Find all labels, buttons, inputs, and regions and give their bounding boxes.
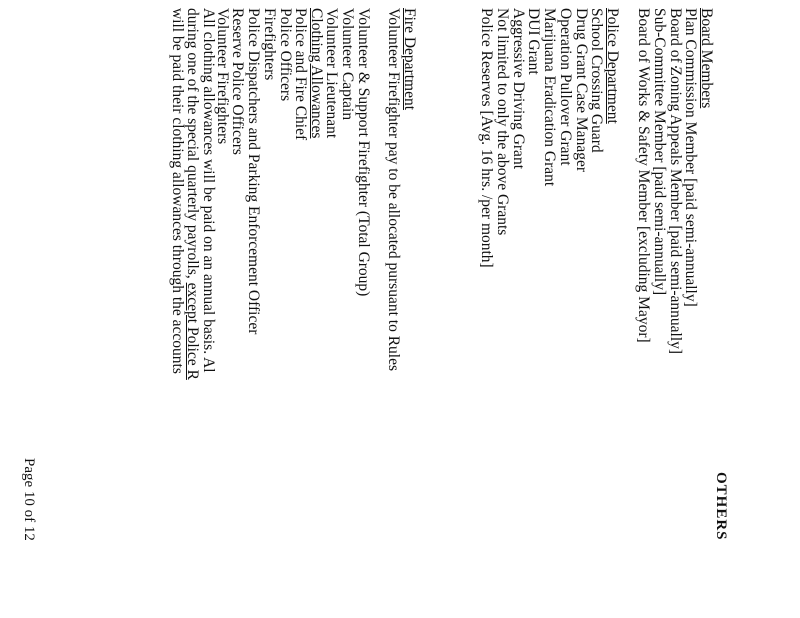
clothing-paragraph — [169, 8, 216, 380]
list-item: Board of Zoning Appeals Member [paid semi-annually] — [666, 8, 684, 355]
clothing-allowances-section — [214, 8, 324, 334]
paragraph-line-part: during one of the special quarterly payrolls, — [184, 8, 202, 283]
list-item: DUI Grant — [525, 8, 543, 75]
clothing-allowances-heading: Clothing Allowances — [308, 8, 325, 139]
paragraph-line: will be paid their clothing allowances through the accounts — [168, 8, 186, 374]
fire-department-heading: Fire Department — [401, 8, 418, 111]
page-title: OTHERS — [713, 472, 729, 541]
board-members-heading: Board Members — [698, 8, 715, 109]
list-item: Volunteer Firefighters — [213, 8, 231, 145]
list-item: Reserve Police Officers — [229, 8, 247, 155]
list-item: Marijuana Eradication Grant — [541, 8, 559, 187]
paragraph-line: All clothing allowances will be paid on an annual basis. Al — [200, 8, 217, 373]
board-members-section — [635, 8, 714, 354]
list-item: Not limited to only the above Grants — [494, 8, 512, 236]
paragraph-line — [185, 8, 201, 380]
police-department-section — [479, 8, 620, 268]
list-item: Board of Works & Safety Member [excluding Mayor] — [635, 8, 653, 343]
list-item: Volunteer Captain — [338, 8, 356, 121]
list-item: School Crossing Guard — [588, 8, 606, 153]
list-item: Volunteer & Support Firefighter (Total Group) — [354, 8, 372, 297]
list-item: Plan Commission Member [paid semi-annually] — [682, 8, 700, 307]
page-number: Page 10 of 12 — [21, 458, 37, 541]
list-item: Police Reserves [Avg. 16 hrs. /per month] — [478, 8, 496, 268]
list-item: Sub-Committee Member [paid semi-annually] — [650, 8, 668, 296]
list-item: Police Officers — [276, 8, 294, 102]
list-item: Police Dispatchers and Parking Enforcement Officer — [245, 8, 263, 335]
list-item: Operation Pullover Grant — [556, 8, 574, 166]
police-department-heading: Police Department — [604, 8, 621, 124]
list-item: Firefighters — [260, 8, 278, 81]
list-item: Volunteer Lieutenant — [323, 8, 341, 139]
list-item: Aggressive Driving Grant — [509, 8, 527, 169]
fire-department-section — [323, 8, 417, 371]
list-item: Police and Fire Chief — [292, 8, 310, 141]
paragraph-emphasis: except Police R — [184, 282, 202, 380]
list-item: Drug Grant Case Manager — [572, 8, 590, 172]
fire-pay-line: Volunteer Firefighter pay to be allocated pursuant to Rules — [385, 8, 403, 372]
